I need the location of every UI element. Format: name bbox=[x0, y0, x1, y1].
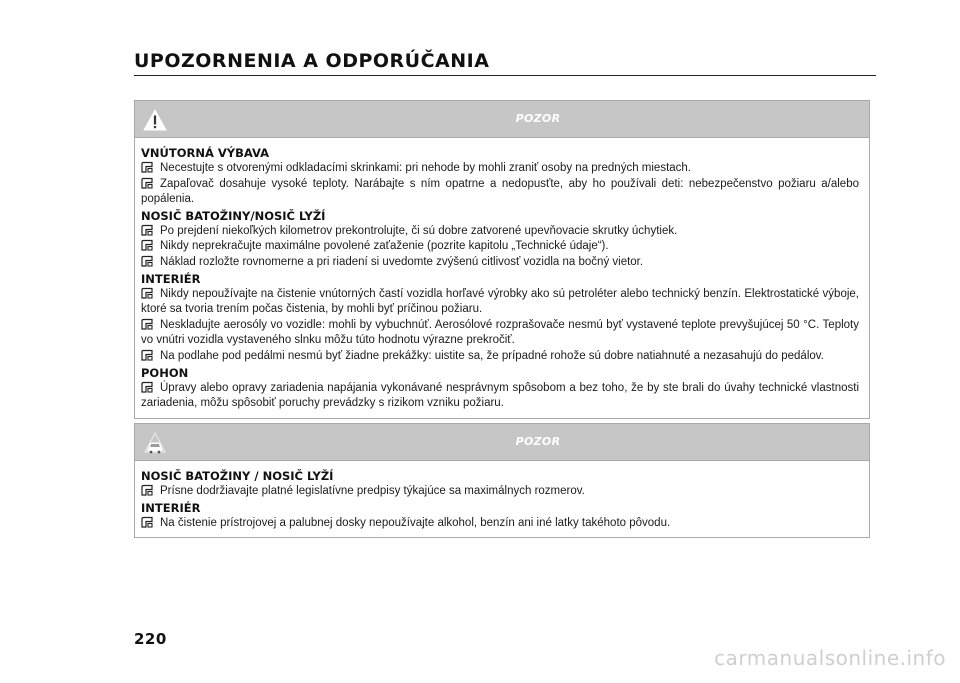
warning-box-body bbox=[135, 461, 869, 537]
bullet-marker-icon bbox=[141, 224, 154, 236]
bullet-marker-icon bbox=[141, 349, 154, 361]
list-item bbox=[141, 349, 859, 365]
warning-box-label: POZOR bbox=[515, 435, 561, 448]
list-item bbox=[141, 287, 859, 318]
list-item bbox=[141, 484, 859, 500]
list-item-text: Zapaľovač dosahuje vysoké teploty. Narábajte s ním opatrne a nedopusťte, aby ho používali deti: nebezpečenstvo požiaru a/alebo popálenia. bbox=[141, 177, 859, 206]
list-item bbox=[141, 161, 859, 177]
section-heading: NOSIČ BATOŽINY / NOSIČ LYŽÍ bbox=[141, 469, 334, 483]
list-item-text: Náklad rozložte rovnomerne a pri riadení si uvedomte zvýšenú citlivosť vozidla na bočný vietor. bbox=[160, 255, 644, 268]
title-divider bbox=[134, 75, 876, 76]
list-item bbox=[141, 224, 859, 240]
section-heading: NOSIČ BATOŽINY/NOSIČ LYŽÍ bbox=[141, 208, 326, 223]
list-item-text: Prísne dodržiavajte platné legislatívne predpisy týkajúce sa maximálnych rozmerov. bbox=[160, 485, 585, 497]
warning-box-header bbox=[135, 101, 869, 138]
list-item bbox=[141, 177, 859, 208]
bullet-marker-icon bbox=[141, 161, 154, 173]
bullet-marker-icon bbox=[141, 239, 154, 251]
list-item-text: Neskladujte aerosóly vo vozidle: mohli by vybuchnúť. Aerosólové rozprašovače nesmú byť vystavené teplote prevyšujúcej 50 °C. Teploty vo vnútri vozidla vystaveného slnku môžu túto hodnotu výrazne prekročiť. bbox=[141, 318, 859, 347]
warning-box-interior bbox=[134, 100, 870, 419]
bullet-marker-icon bbox=[141, 381, 154, 393]
bullet-marker-icon bbox=[141, 484, 154, 496]
warning-box-body bbox=[135, 138, 869, 418]
list-item-text: Úpravy alebo opravy zariadenia napájania vykonávané nesprávnym spôsobom a bez toho, že by ste brali do úvahy technické vlastnosti zariadenia, môžu spôsobiť poruchy prevádzky s rizikom vzniku požiaru. bbox=[141, 381, 859, 410]
section-heading: VNÚTORNÁ VÝBAVA bbox=[141, 146, 269, 160]
bullet-marker-icon bbox=[141, 516, 154, 528]
page-number: 220 bbox=[134, 630, 167, 648]
list-item-text: Nikdy nepoužívajte na čistenie vnútorných častí vozidla horľavé výrobky ako sú petroléter alebo technický benzín. Elektrostatické výboje, ktoré sa tvoria trením počas čistenia, by mohli byť príčinou požiaru. bbox=[141, 287, 859, 316]
list-item-text: Nikdy neprekračujte maximálne povolené zaťaženie (pozrite kapitolu „Technické údaje“). bbox=[160, 240, 609, 253]
bullet-marker-icon bbox=[141, 255, 154, 267]
list-item bbox=[141, 239, 859, 255]
list-item-text: Necestujte s otvorenými odkladacími skrinkami: pri nehode by mohli zraniť osoby na predných miestach. bbox=[160, 162, 691, 174]
warning-box-protection bbox=[134, 423, 870, 538]
warning-box-header bbox=[135, 424, 869, 461]
list-item-text: Na podlahe pod pedálmi nesmú byť žiadne prekážky: uistite sa, že prípadné rohože sú dobre natiahnuté a nezasahujú do pedálov. bbox=[160, 349, 824, 362]
warning-box-label: POZOR bbox=[515, 112, 561, 125]
list-item bbox=[141, 255, 859, 271]
list-item-text: Po prejdení niekoľkých kilometrov prekontrolujte, či sú dobre zatvorené upevňovacie skrutky úchytiek. bbox=[160, 224, 678, 237]
bullet-marker-icon bbox=[141, 318, 154, 330]
section-heading: INTERIÉR bbox=[141, 500, 201, 515]
list-item bbox=[141, 318, 859, 349]
bullet-marker-icon bbox=[141, 177, 154, 189]
watermark-text: carmanualsonline.info bbox=[714, 646, 946, 670]
list-item bbox=[141, 381, 859, 412]
list-item-text: Na čistenie prístrojovej a palubnej dosky nepoužívajte alkohol, benzín ani iné latky takéhoto pôvodu. bbox=[160, 516, 671, 529]
section-heading: INTERIÉR bbox=[141, 271, 201, 286]
page-title: UPOZORNENIA A ODPORÚČANIA bbox=[134, 50, 490, 72]
bullet-marker-icon bbox=[141, 287, 154, 299]
list-item bbox=[141, 516, 859, 532]
section-heading: POHON bbox=[141, 365, 189, 380]
